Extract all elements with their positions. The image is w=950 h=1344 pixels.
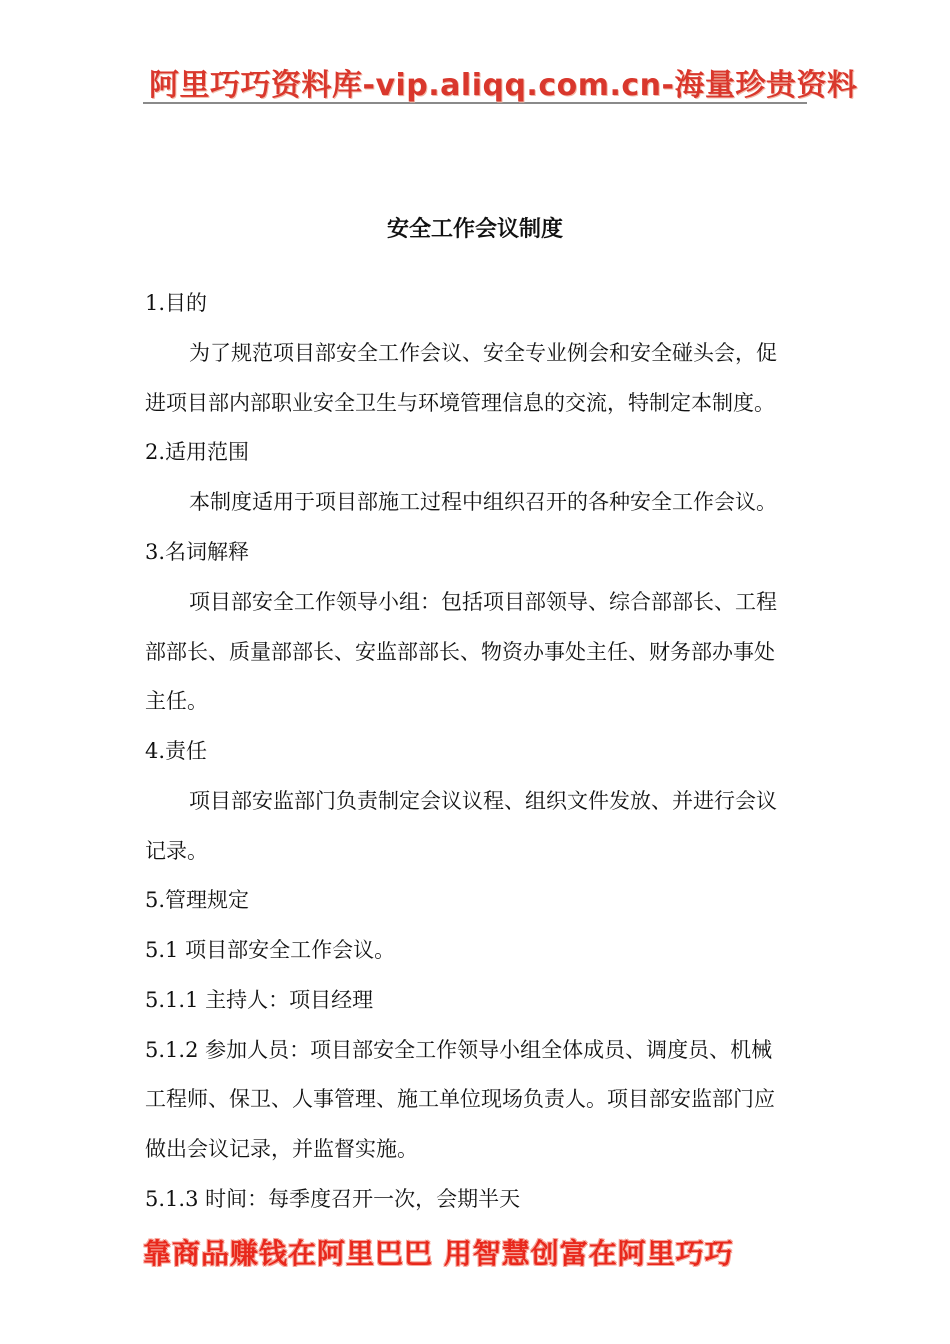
section-heading: 3.名词解释 <box>145 540 250 564</box>
document-title: 安全工作会议制度 <box>386 217 563 242</box>
footer-banner <box>143 1232 807 1272</box>
header-banner-text: 阿里巧巧资料库-vip.aliqq.com.cn-海量珍贵资料 <box>149 68 858 103</box>
section-heading: 2.适用范围 <box>145 440 250 464</box>
clause-line: 5.1.1 主持人：项目经理 <box>145 988 374 1012</box>
section-heading: 5.管理规定 <box>145 888 250 912</box>
header-banner <box>143 58 858 104</box>
paragraph-line: 主任。 <box>145 689 208 713</box>
paragraph-line: 做出会议记录，并监督实施。 <box>145 1137 418 1161</box>
paragraph-line: 进项目部内部职业安全卫生与环境管理信息的交流，特制定本制度。 <box>145 391 775 415</box>
footer-banner-text: 靠商品赚钱在阿里巴巴 用智慧创富在阿里巧巧 <box>143 1237 734 1270</box>
subsection-heading: 5.1 项目部安全工作会议。 <box>145 938 396 962</box>
clause-line: 5.1.3 时间：每季度召开一次，会期半天 <box>145 1187 521 1211</box>
paragraph-line: 工程师、保卫、人事管理、施工单位现场负责人。项目部安监部门应 <box>145 1087 775 1111</box>
paragraph-line: 项目部安全工作领导小组：包括项目部领导、综合部部长、工程 <box>189 590 777 614</box>
paragraph-line: 本制度适用于项目部施工过程中组织召开的各种安全工作会议。 <box>189 490 777 514</box>
section-heading: 1.目的 <box>145 291 208 315</box>
paragraph-line: 记录。 <box>145 839 208 863</box>
clause-line: 5.1.2 参加人员：项目部安全工作领导小组全体成员、调度员、机械 <box>145 1038 773 1062</box>
paragraph-line: 项目部安监部门负责制定会议议程、组织文件发放、并进行会议 <box>189 789 777 813</box>
paragraph-line: 部部长、质量部部长、安监部部长、物资办事处主任、财务部办事处 <box>145 640 775 664</box>
paragraph-line: 为了规范项目部安全工作会议、安全专业例会和安全碰头会，促 <box>189 341 777 365</box>
section-heading: 4.责任 <box>145 739 208 763</box>
